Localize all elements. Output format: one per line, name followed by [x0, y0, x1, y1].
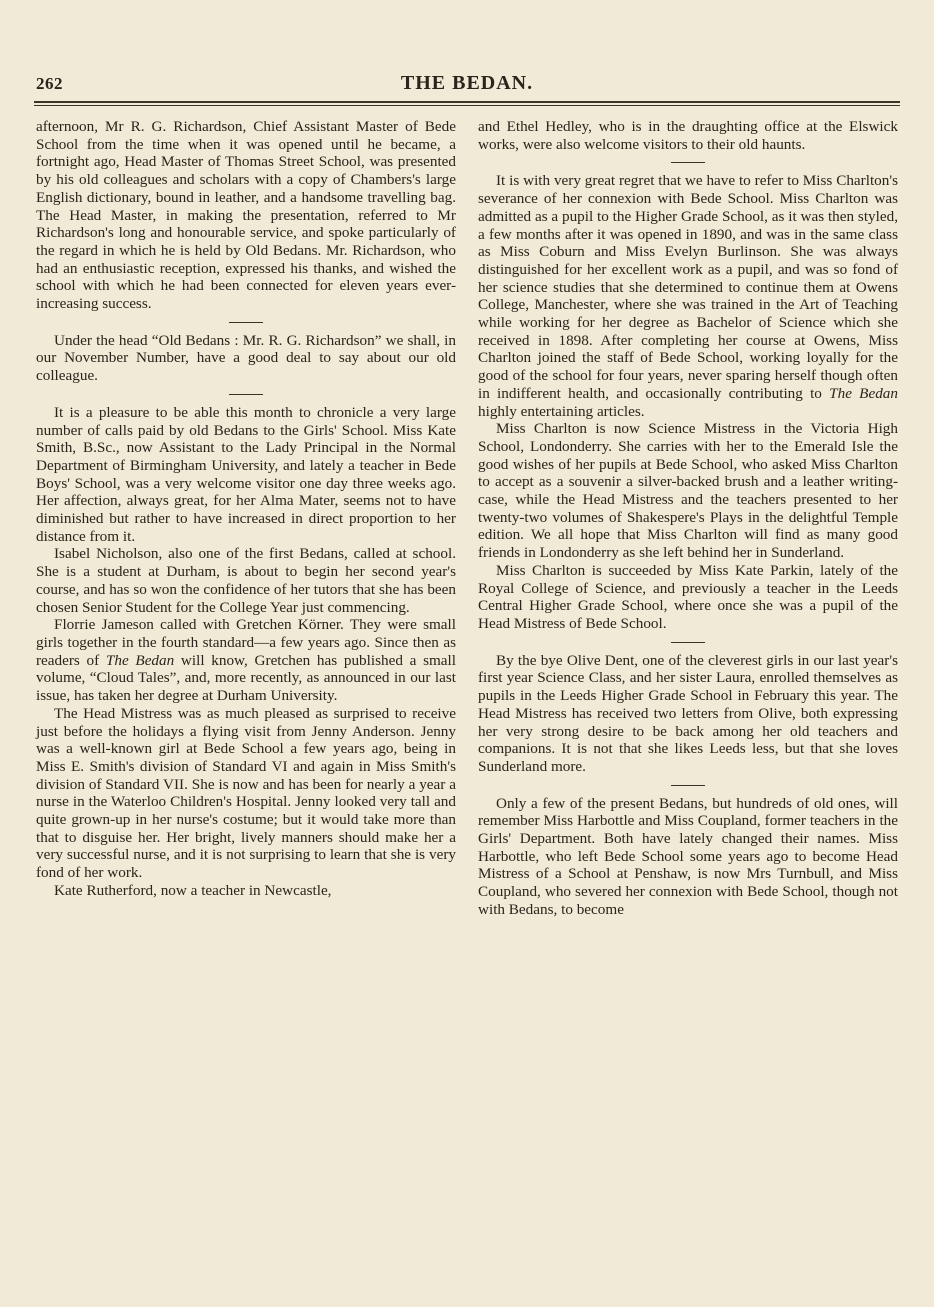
paragraph-richardson-presentation: afternoon, Mr R. G. Richardson, Chief Assistant Master of Bede School from the time when it was opened until he became, a fortnight ago, Head Master of Thomas Street School, was presented by his old colleagues and scholars with a copy of Chambers's large English dictionary, bound in leather, and a handsome travelling bag. The Head Master, in making the presentation, referred to Mr Richardson's long and honourable service, and spoke particularly of the regard in which he is held by Old Bedans. Mr. Richardson, who had an enthusiastic reception, expressed his thanks, and wished the school with which he had been connected for eleven years ever-increasing success. [36, 118, 456, 313]
paragraph-florrie-jameson [36, 616, 456, 705]
right-column [478, 118, 898, 919]
magazine-title-italic: The Bedan [105, 651, 175, 669]
paragraph-charlton-londonderry: Miss Charlton is now Science Mistress in the Victoria High School, Londonderry. She carries with her to the Emerald Isle the good wishes of her pupils at Bede School, who asked Miss Charlton to accept as a souvenir a silver-backed brush and a leather writing-case, while the Head Mistress and the teachers presented to her twenty-two volumes of Shakespere's Plays in the delightful Temple edition. We all hope that Miss Charlton will find as many good friends in Londonderry as she left behind her in Sunderland. [478, 420, 898, 562]
paragraph-olive-dent: By the bye Olive Dent, one of the cleverest girls in our last year's first year Science Class, and her sister Laura, enrolled themselves as pupils in the Leeds Higher Grade School in February this year. The Head Mistress has received two letters from Olive, both expressing her very strong desire to be back among her old teachers and companions. It is not that she likes Leeds less, but that she loves Sunderland more. [478, 651, 898, 775]
paragraph-harbottle-coupland: Only a few of the present Bedans, but hundreds of old ones, will remember Miss Harbottle and Miss Coupland, former teachers in the Girls' Department. Both have lately changed their names. Miss Harbottle, who left Bede School some years ago to become Head Mistress of a School at Penshaw, is now Mrs Turnbull, and Miss Coupland, who severed her connexion with Bede School, though not with Bedans, to become [478, 794, 898, 918]
paragraph-ethel-hedley: and Ethel Hedley, who is in the draughting office at the Elswick works, were also welcome visitors to their old haunts. [478, 118, 898, 153]
running-title: THE BEDAN. [400, 72, 534, 94]
page-header [36, 68, 898, 98]
section-divider [229, 394, 263, 395]
section-divider [671, 162, 705, 163]
text-run: It is with very great regret that we have to refer to Miss Charlton's severance of her connexion with Bede School. Miss Charlton was admitted as a pupil to the Higher Grade School, as it was then styled, a few months after it was opened in 1890, and was in the same class as Miss Coburn and Miss Evelyn Burlinson. She was always distinguished for her excellent work as a pupil, and was so fond of her science studies that she determined to continue them at Owens College, Manchester, where she was trained in the Art of Teaching while working for her degree as Bachelor of Science which she received in 1898. After completing her course at Owens, Miss Charlton joined the staff of Bede School, working loyally for the good of the school for four years, never sparing herself though often in indifferent health, and occasionally contributing to [478, 172, 898, 402]
page-number: 262 [36, 74, 63, 93]
section-divider [671, 642, 705, 643]
header-rule-thick [34, 101, 900, 103]
section-divider [229, 322, 263, 323]
header-rule-thin [34, 105, 900, 106]
paragraph-kate-parkin: Miss Charlton is succeeded by Miss Kate Parkin, lately of the Royal College of Science, and previously a teacher in the Leeds Central Higher Grade School, where once she was a pupil of the Head Mistress of Bede School. [478, 561, 898, 632]
paragraph-isabel-nicholson: Isabel Nicholson, also one of the first Bedans, called at school. She is a student at Durham, is about to begin her second year's course, and has so won the confidence of her tutors that she has been chosen Senior Student for the College Year just commencing. [36, 545, 456, 616]
paragraph-jenny-anderson: The Head Mistress was as much pleased as surprised to receive just before the holidays a flying visit from Jenny Anderson. Jenny was a well-known girl at Bede School a few years ago, being in Miss E. Smith's division of Standard VI and again in Miss Smith's division of Standard VII. She is now and has been for nearly a year a nurse in the Waterloo Children's Hospital. Jenny looked very tall and quite grown-up in her nurse's costume; but it would take more than that to disguise her. Her bright, lively manners should make her a very successful nurse, and it is not surprising to learn that she is very fond of her work. [36, 704, 456, 882]
text-run: highly entertaining articles. [478, 402, 645, 420]
text-run: Florrie Jameson called with Gretchen Körner. They were small girls together in the fourth standard—a few years ago. Since then as readers of [36, 616, 456, 669]
text-run: will know, Gretchen has published a small volume, “Cloud Tales”, and, more recently, as announced in our last issue, has taken her degree at Durham University. [36, 651, 456, 705]
paragraph-kate-rutherford: Kate Rutherford, now a teacher in Newcastle, [54, 881, 332, 899]
magazine-title-italic: The Bedan [829, 384, 898, 402]
paragraph-calls-kate-smith: It is a pleasure to be able this month to chronicle a very large number of calls paid by old Bedans to the Girls' School. Miss Kate Smith, B.Sc., now Assistant to the Lady Principal in the Normal Department of Birmingham University, and lately a teacher in Bede Boys' School, was a very welcome visitor one day three weeks ago. Her affection, always great, for her Alma Mater, seems not to have diminished but rather to have increased in direct proportion to her distance from it. [36, 403, 456, 545]
paragraph-miss-charlton [478, 172, 898, 420]
section-divider [671, 785, 705, 786]
paragraph-old-bedans-note: Under the head “Old Bedans : Mr. R. G. Richardson” we shall, in our November Number, have a good deal to say about our old colleague. [36, 331, 456, 385]
left-column [36, 118, 456, 900]
